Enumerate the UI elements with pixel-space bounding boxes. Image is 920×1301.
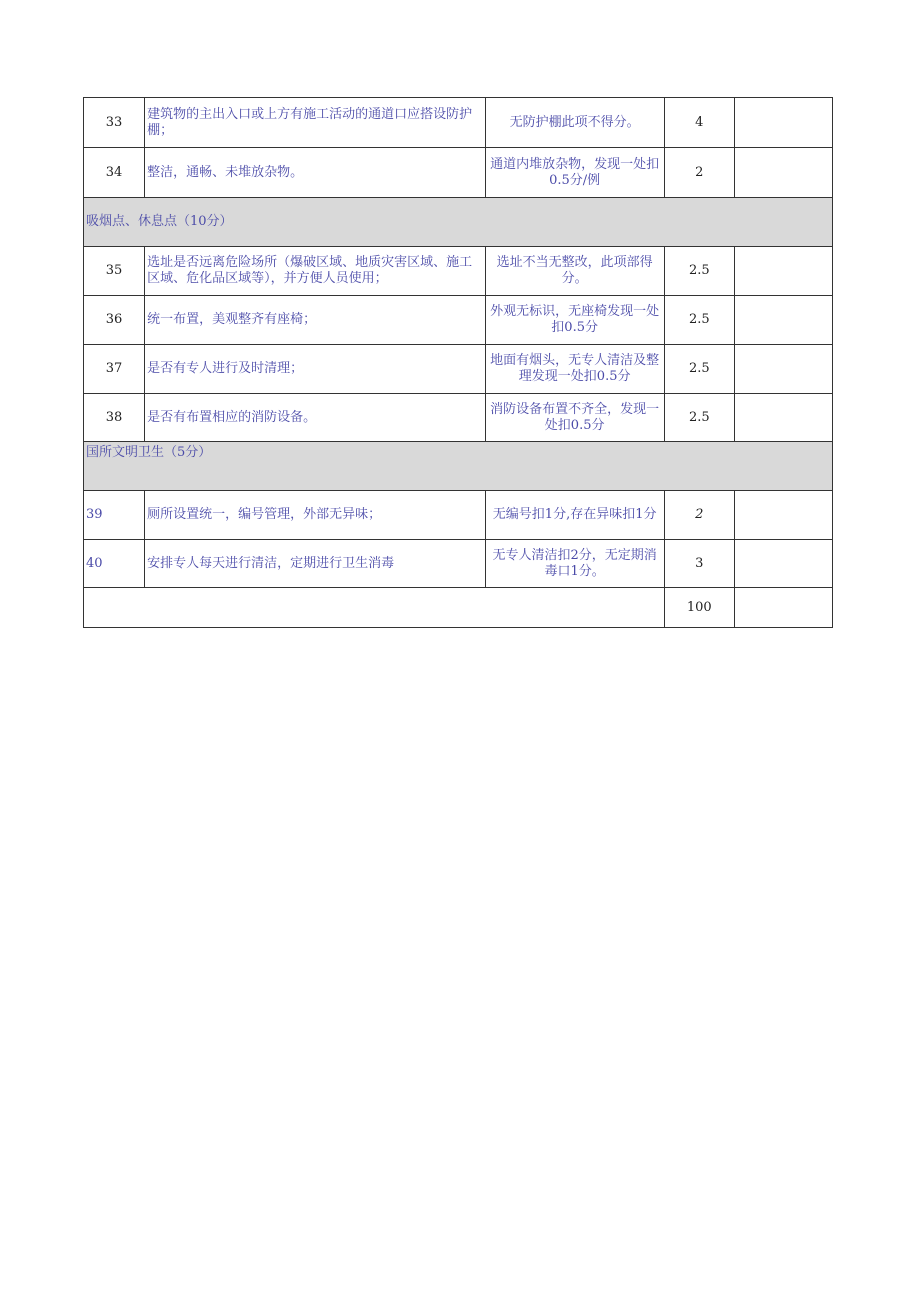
- item-score: 3: [664, 540, 734, 588]
- deduction-rule: 通道内堆放杂物，发现一处扣0.5分/例: [485, 148, 664, 198]
- deduction-rule: 消防设备布置不齐全，发现一处扣0.5分: [485, 394, 664, 442]
- item-requirement: 厕所设置统一，编号管理，外部无异味；: [145, 491, 485, 540]
- blank-cell: [734, 540, 832, 588]
- deduction-rule: 地面有烟头，无专人清洁及整理发现一处扣0.5分: [485, 345, 664, 394]
- scoring-table: [83, 97, 833, 628]
- item-score: 2.5: [664, 296, 734, 345]
- item-requirement: 选址是否远离危险场所（爆破区域、地质灾害区域、施工区域、危化品区域等），并方便人员使用；: [145, 247, 485, 296]
- item-score: 2: [664, 491, 734, 540]
- blank-cell: [734, 247, 832, 296]
- item-score: 4: [664, 98, 734, 148]
- item-score: 2.5: [664, 247, 734, 296]
- item-requirement: 建筑物的主出入口或上方有施工活动的通道口应搭设防护棚；: [145, 98, 485, 148]
- table-row: [84, 148, 833, 198]
- deduction-rule: 无编号扣1分,存在异味扣1分: [485, 491, 664, 540]
- item-requirement: 统一布置，美观整齐有座椅；: [145, 296, 485, 345]
- blank-cell: [734, 296, 832, 345]
- blank-cell: [734, 148, 832, 198]
- item-requirement: 是否有布置相应的消防设备。: [145, 394, 485, 442]
- total-row: [84, 588, 833, 628]
- item-number: 36: [84, 296, 145, 345]
- item-requirement: 是否有专人进行及时清理；: [145, 345, 485, 394]
- section-header-row: [84, 442, 833, 491]
- deduction-rule: 无防护棚此项不得分。: [485, 98, 664, 148]
- blank-cell: [734, 345, 832, 394]
- section-title-toilet: 国所文明卫生（5分）: [84, 442, 833, 491]
- table-row: [84, 491, 833, 540]
- item-requirement: 安排专人每天进行清洁，定期进行卫生消毒: [145, 540, 485, 588]
- table-row: [84, 345, 833, 394]
- item-number: 34: [84, 148, 145, 198]
- item-number: 35: [84, 247, 145, 296]
- item-score: 2.5: [664, 345, 734, 394]
- item-number: 33: [84, 98, 145, 148]
- table-row: [84, 247, 833, 296]
- item-score: 2.5: [664, 394, 734, 442]
- deduction-rule: 无专人清洁扣2分，无定期消毒口1分。: [485, 540, 664, 588]
- blank-cell: [734, 491, 832, 540]
- item-number: 39: [84, 491, 145, 540]
- blank-cell: [734, 98, 832, 148]
- item-score: 2: [664, 148, 734, 198]
- deduction-rule: 选址不当无整改，此项部得分。: [485, 247, 664, 296]
- table-row: [84, 394, 833, 442]
- deduction-rule: 外观无标识，无座椅发现一处扣0.5分: [485, 296, 664, 345]
- section-header-row: [84, 198, 833, 247]
- item-number: 37: [84, 345, 145, 394]
- table-row: [84, 540, 833, 588]
- table-row: [84, 98, 833, 148]
- blank-cell: [734, 394, 832, 442]
- table-row: [84, 296, 833, 345]
- total-score: 100: [664, 588, 734, 628]
- item-number: 38: [84, 394, 145, 442]
- item-requirement: 整洁，通畅、未堆放杂物。: [145, 148, 485, 198]
- blank-cell: [734, 588, 832, 628]
- item-number: 40: [84, 540, 145, 588]
- section-title-smoking: 吸烟点、休息点（10分）: [84, 198, 833, 247]
- total-label-cell: [84, 588, 665, 628]
